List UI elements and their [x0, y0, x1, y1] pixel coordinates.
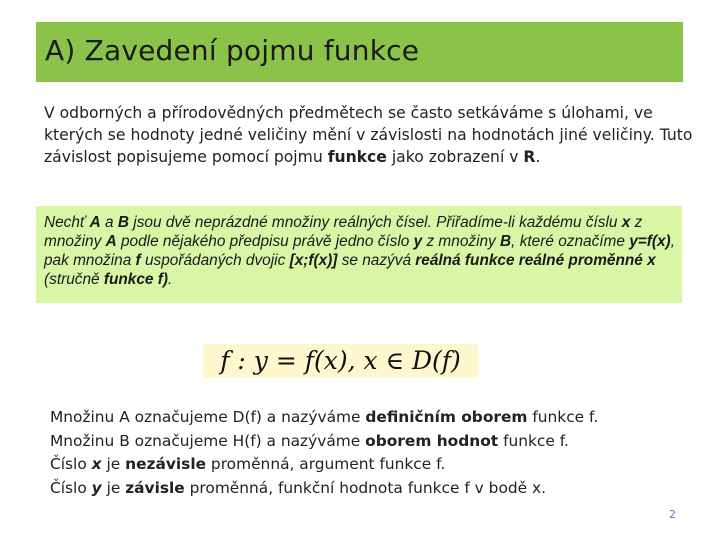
note-variable: x [91, 455, 102, 473]
note-text: je [101, 455, 126, 473]
def-t3: jsou dvě neprázdné množiny reálných čísel. Přiřadíme-li každému číslu [129, 214, 622, 231]
note-line-y [50, 477, 690, 501]
note-variable: y [91, 478, 102, 497]
note-bold: nezávisle [125, 455, 207, 473]
function-formula: f : y = f(x), x ∈ D(f) [203, 344, 478, 378]
intro-paragraph [44, 102, 694, 168]
def-b11: funkce f) [103, 271, 169, 288]
def-t5: podle nějakého předpisu právě jedno číslo [116, 233, 414, 250]
def-b1: A [89, 214, 101, 231]
note-text: Množinu B označujeme H(f) a nazýváme [50, 431, 366, 450]
note-bold: oborem hodnot [365, 431, 499, 450]
def-t4: z množiny [44, 214, 643, 250]
def-b8: f [135, 252, 141, 269]
def-b7: y=f(x) [629, 233, 671, 250]
definition-box [36, 206, 682, 303]
def-t12: . [168, 271, 173, 288]
def-b9: [x;f(x)] [289, 252, 338, 269]
def-b2: B [117, 214, 130, 231]
def-t6: z množiny [422, 233, 501, 250]
def-b6: B [500, 233, 512, 250]
note-text: funkce f. [527, 408, 599, 426]
page-number: 2 [669, 508, 676, 521]
slide-title: A) Zavedení pojmu funkce [45, 34, 420, 67]
note-line-range [50, 430, 690, 454]
def-t1: Nechť [44, 214, 90, 231]
def-b10: reálná funkce reálné proměnné x [415, 252, 656, 269]
note-text: Množinu A označujeme D(f) a nazýváme [50, 408, 366, 426]
note-bold: závisle [125, 478, 185, 497]
note-text: Číslo [50, 455, 92, 473]
intro-bold-funkce: funkce [327, 148, 387, 166]
intro-text-3: . [535, 148, 541, 166]
notes-list [50, 406, 690, 500]
intro-text-2: jako zobrazení v [386, 148, 524, 166]
def-t7: , které označíme [511, 233, 630, 250]
note-text: je [101, 478, 126, 497]
def-b5: y [413, 233, 423, 250]
def-b3: x [621, 214, 631, 231]
def-b4: A [105, 233, 117, 250]
def-t8: , pak množina [44, 233, 675, 269]
def-t2: a [100, 214, 118, 231]
def-t11: (stručně [44, 271, 104, 288]
note-text: funkce f. [498, 431, 569, 450]
def-t9: uspořádaných dvojic [140, 252, 290, 269]
note-bold: definičním oborem [365, 408, 528, 426]
note-text: Číslo [50, 478, 92, 497]
title-bar [36, 22, 683, 82]
note-text: proměnná, funkční hodnota funkce f v bodě x. [184, 478, 546, 497]
intro-bold-r: R [523, 148, 536, 166]
note-line-domain [50, 406, 690, 430]
intro-text-1: V odborných a přírodovědných předmětech se často setkáváme s úlohami, ve kterých se hodnoty jedné veličiny mění v závislosti na hodnotách jiné veličiny. Tuto závislost popisujeme pomocí pojmu [44, 104, 693, 166]
def-t10: se nazývá [337, 252, 416, 269]
note-line-x [50, 453, 690, 477]
note-text: proměnná, argument funkce f. [206, 455, 446, 473]
